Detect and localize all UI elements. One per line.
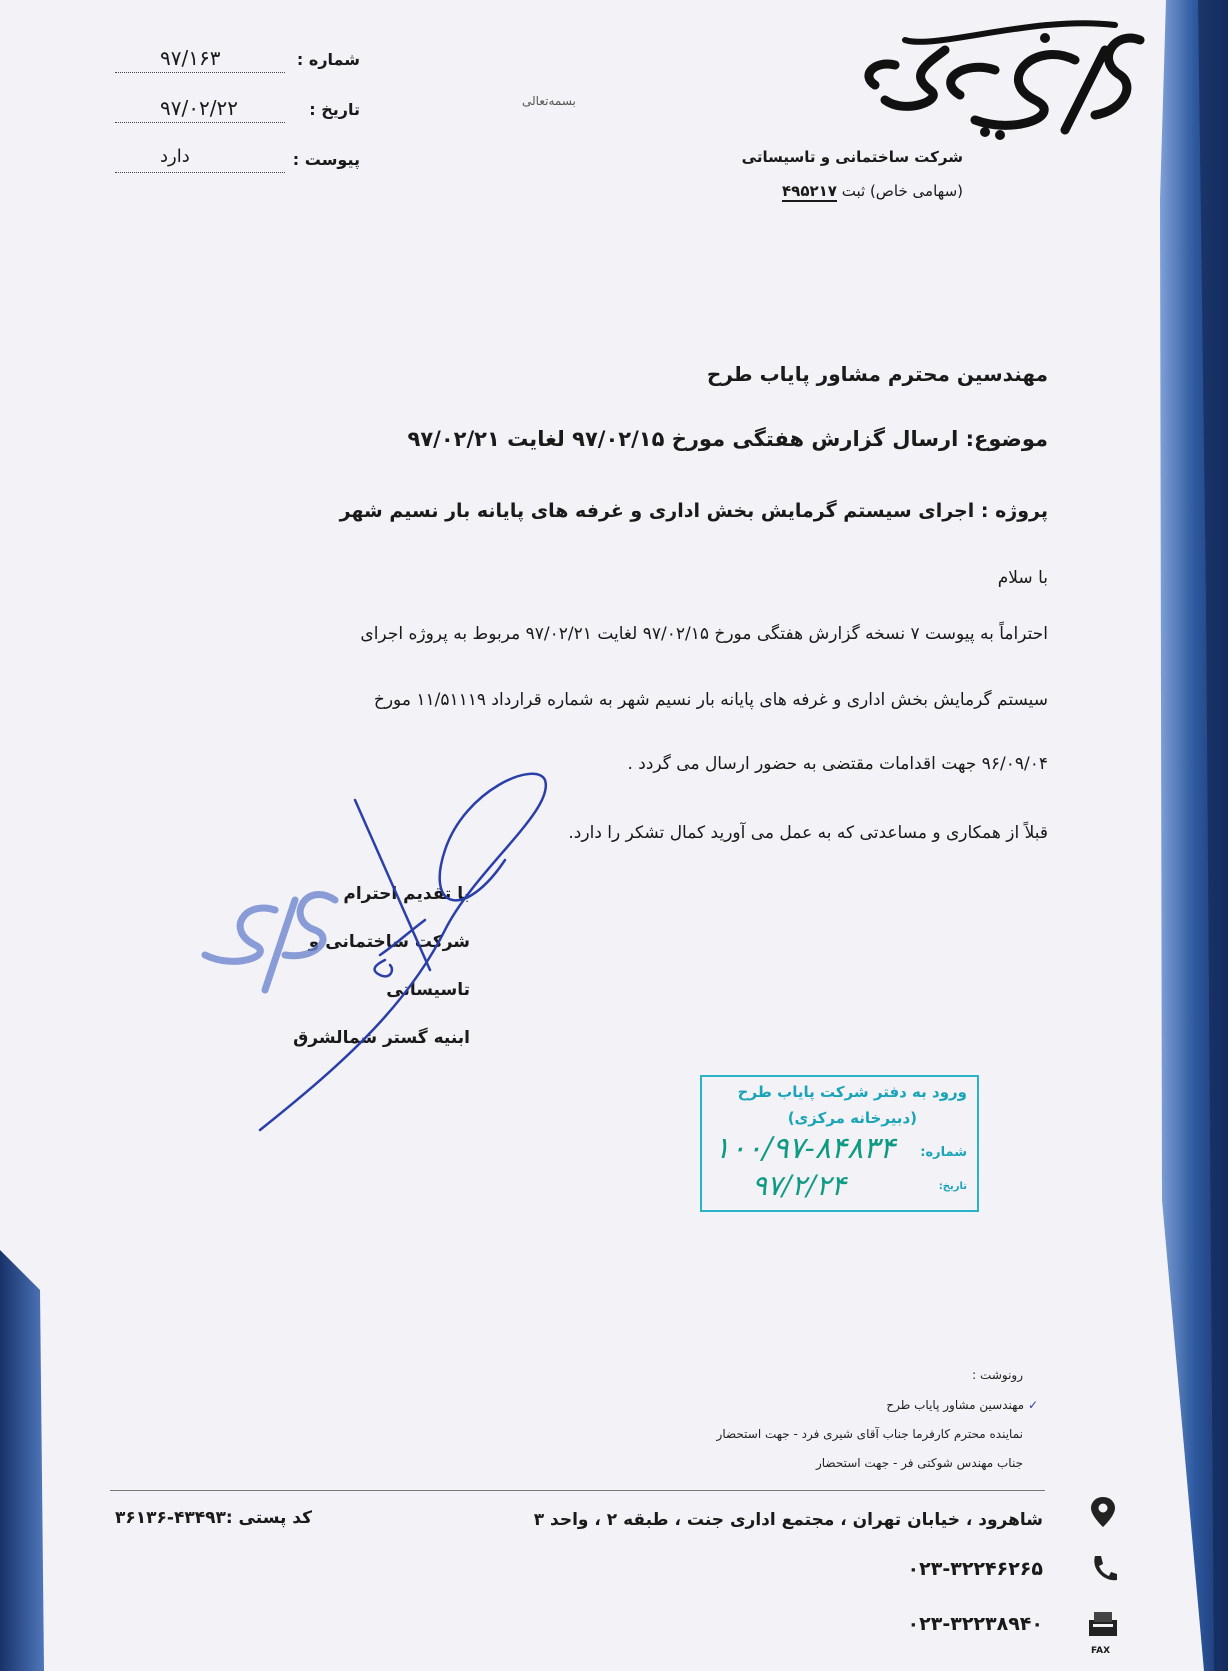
letter-date-line (115, 122, 285, 123)
cc-item-1 (886, 1398, 1038, 1412)
fax-icon (1085, 1608, 1121, 1644)
checkmark-icon: ✓ (1027, 1398, 1038, 1412)
company-registration-number: ۴۹۵۲۱۷ (782, 182, 837, 200)
cc-item-1-text: مهندسین مشاور پایاب طرح (886, 1398, 1025, 1412)
letter-attachment-value: دارد (160, 146, 190, 167)
company-name: شرکت ساختمانی و تاسیساتی (741, 148, 963, 166)
letter-body-line-3: ۹۶/۰۹/۰۴ جهت اقدامات مقتضی به حضور ارسال می گردد . (627, 754, 1048, 774)
company-logo-calligraphy (735, 20, 1155, 150)
letter-body-line-1: احتراماً به پیوست ۷ نسخه گزارش هفتگی مورخ ۹۷/۰۲/۱۵ لغایت ۹۷/۰۲/۲۱ مربوط به پروژه اجرای (360, 624, 1048, 644)
handwritten-signature (255, 770, 575, 1140)
letter-project: پروژه : اجرای سیستم گرمایش بخش اداری و غرفه های پایانه بار نسیم شهر (339, 500, 1048, 522)
signature-line-1: با تقدیم احترام (343, 884, 470, 904)
letter-body-line-2: سیستم گرمایش بخش اداری و غرفه های پایانه بار نسیم شهر به شماره قرارداد ۱۱/۵۱۱۱۹ مورخ (373, 690, 1048, 710)
cc-title: رونوشت : (972, 1368, 1023, 1382)
footer-address: شاهرود ، خیابان تهران ، مجتمع اداری جنت ، طبقه ۲ ، واحد ۳ (533, 1510, 1043, 1530)
letter-attachment-line (115, 172, 285, 173)
letter-addressee: مهندسین محترم مشاور پایاب طرح (706, 362, 1048, 386)
stamp-line-1: ورود به دفتر شرکت پایاب طرح (737, 1083, 967, 1101)
footer-divider (110, 1490, 1045, 1491)
letter-closing: قبلاً از همکاری و مساعدتی که به عمل می آورید کمال تشکر را دارد. (568, 823, 1048, 843)
stamp-number-value: ۱۰۰/۹۷-۸۴۸۳۴ (714, 1131, 896, 1166)
stamp-date-label: تاریخ: (938, 1181, 967, 1192)
left-decorative-band (0, 1250, 52, 1671)
footer-postal-code: کد پستی :۴۳۴۹۳-۳۶۱۳۶ (115, 1508, 313, 1528)
letter-date-row (115, 96, 360, 126)
letter-greeting: با سلام (997, 568, 1048, 588)
right-decorative-band (1148, 0, 1228, 1671)
letter-number-value: ۹۷/۱۶۳ (160, 46, 221, 70)
stamp-number-label: شماره: (920, 1145, 967, 1160)
signature-line-2: شرکت ساختمانی و تاسیساتی (308, 932, 470, 1000)
company-registration-prefix: (سهامی خاص) ثبت (841, 182, 963, 200)
stamp-date-value: ۹۷/۲/۲۴ (752, 1169, 847, 1202)
location-pin-icon (1085, 1495, 1121, 1531)
bismillah-text: بسمه‌تعالی (522, 94, 576, 108)
footer-phone: ۰۲۳-۳۲۲۴۶۲۶۵ (907, 1558, 1043, 1580)
cc-item-3: جناب مهندس شوکتی فر - جهت استحضار (815, 1456, 1023, 1470)
footer-fax: ۰۲۳-۳۲۲۳۸۹۴۰ (907, 1613, 1043, 1635)
phone-icon (1085, 1550, 1121, 1586)
cc-item-2: نماینده محترم کارفرما جناب آقای شیری فرد - جهت استحضار (716, 1427, 1023, 1441)
stamp-line-2: (دبیرخانه مرکزی) (787, 1109, 917, 1127)
letter-number-label: شماره : (296, 50, 360, 69)
received-stamp (700, 1075, 979, 1212)
letter-number-row (115, 46, 360, 76)
letter-attachment-row (115, 146, 360, 176)
fax-icon-label: FAX (1091, 1646, 1111, 1656)
letter-date-label: تاریخ : (309, 100, 360, 119)
letter-number-line (115, 72, 285, 73)
signature-line-3: ابنیه گستر شمالشرق (293, 1028, 470, 1048)
letter-subject: موضوع: ارسال گزارش هفتگی مورخ ۹۷/۰۲/۱۵ لغایت ۹۷/۰۲/۲۱ (407, 427, 1048, 451)
company-registration (782, 182, 963, 200)
letter-date-value: ۹۷/۰۲/۲۲ (160, 96, 238, 120)
letter-attachment-label: پیوست : (292, 150, 360, 169)
